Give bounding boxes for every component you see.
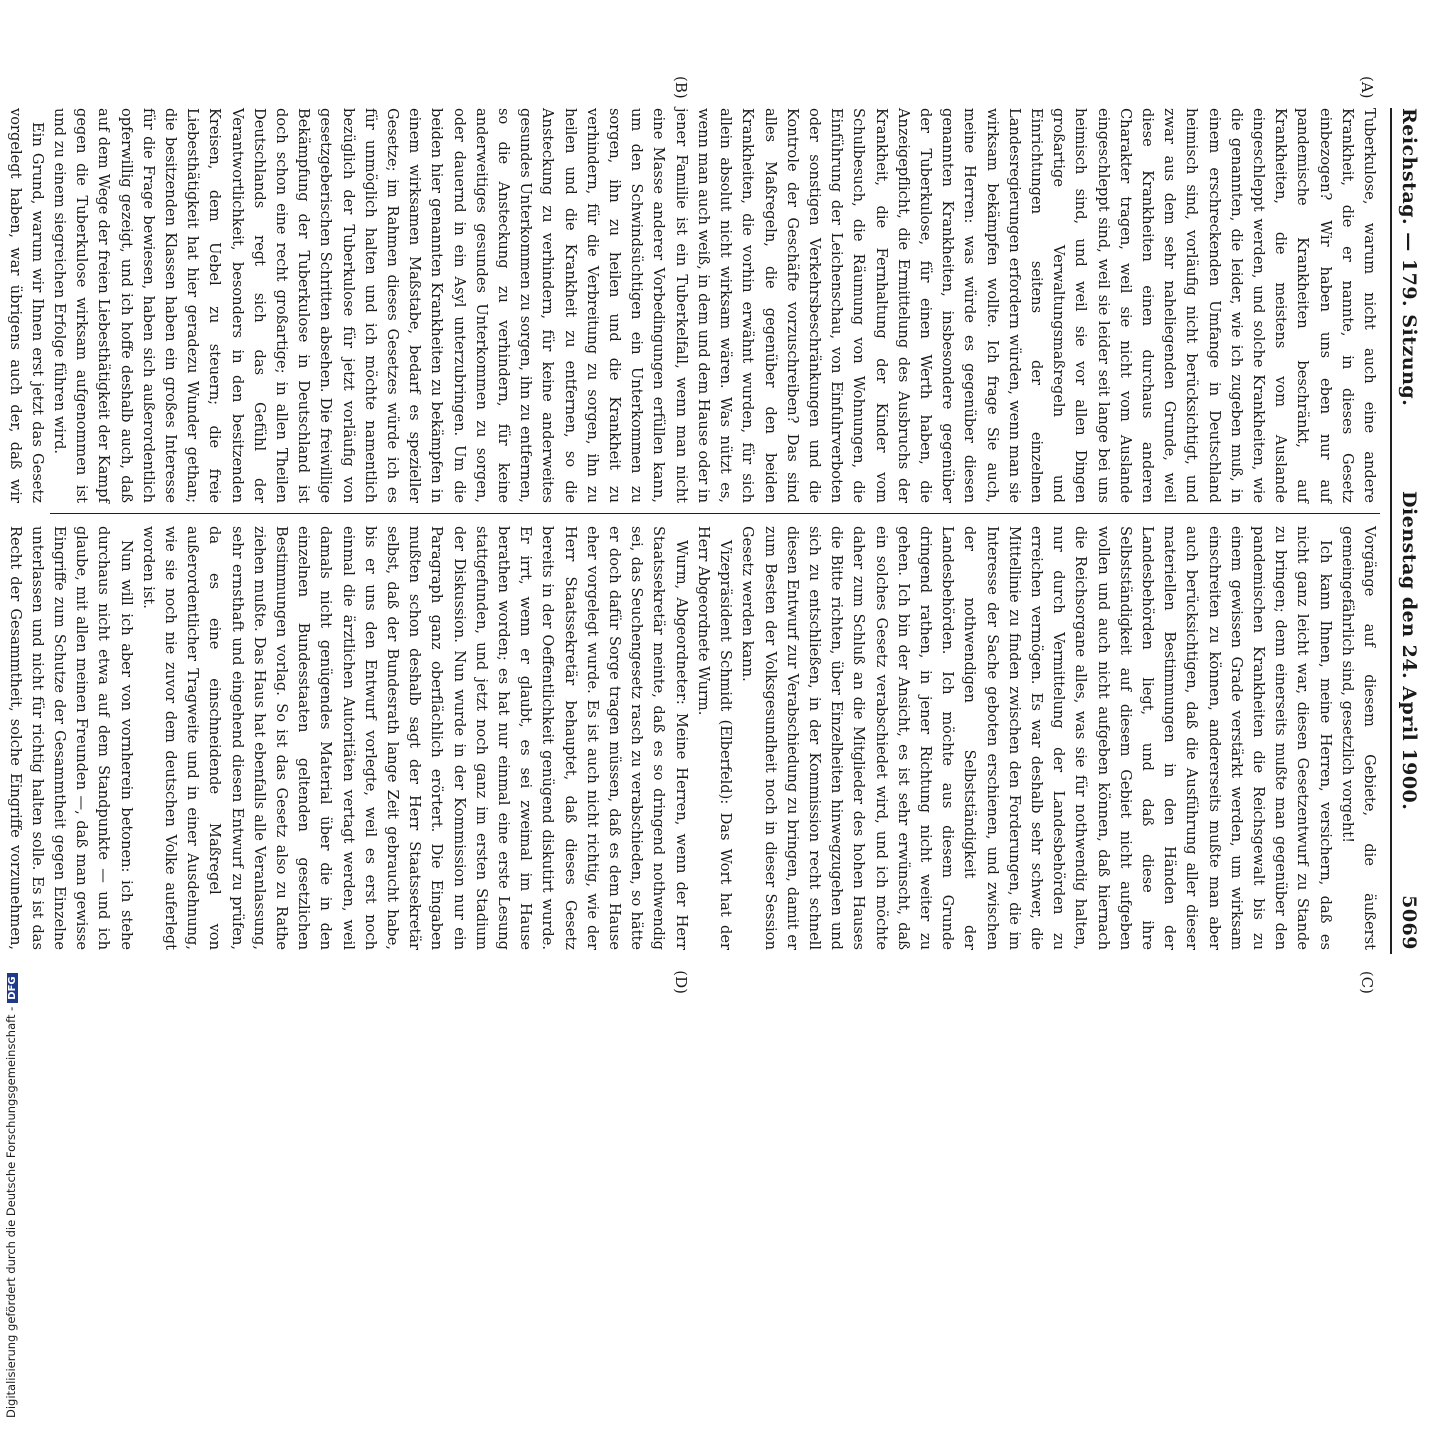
- header-rule: [1390, 108, 1392, 954]
- paragraph: Vorgänge auf diesem Gebiete, die äußerst gemeingefährlich sind, gesetzlich vorgeht!: [1338, 526, 1378, 950]
- page-number: 5069: [1398, 895, 1420, 950]
- paragraph: Tuberkulose, warum nicht auch eine andere Krankheit, die er nannte, in dieses Gesetz einbezogen? Wir haben uns eben nur auf pandemische Krankheiten beschränkt, auf Krankheiten, die meistens vom Auslande eingeschleppt werden, und solche Krankheiten, wie die genannten, die leider, wie ich zugeben muß, in einem erschreckenden Umfange in Deutschland heimisch sind, vorläufig nicht berücksichtigt, und zwar aus dem sehr naheliegenden Grunde, weil diese Krankheiten einen durchaus anderen Charakter tragen, weil sie nicht vom Auslande eingeschleppt sind, weil sie leider seit lange bei uns heimisch sind, und weil sie vor allen Dingen großartige Verwaltungsmaßregeln und Einrichtungen seitens der einzelnen Landesregierungen erfordern würden, wenn man sie wirksam bekämpfen wollte. Ich frage Sie auch, meine Herren: was würde es gegenüber diesen genannten Krankheiten, insbesondere gegenüber der Tuberkulose, für einen Werth haben, die Anzeigepflicht, die Ermittelung des Ausbruchs der Krankheit, die Fernhaltung der Kinder vom Schulbesuch, die Räumung von Wohnungen, die Einführung der Leichenschau, von Einfuhrverboten oder sonstigen Verkehrsbeschränkungen und die Kontrole der Geschäfte vorzuschreiben? Das sind alles Maßregeln, die gegenüber den beiden Krankheiten, die vorhin erwähnt wurden, für sich allein absolut nicht wirksam wären. Was nützt es, wenn man auch weiß, in dem und dem Hause oder in jener Familie ist ein Tuberkelfall, wenn man nicht eine Masse anderer Vorbedingungen erfüllen kann, um den Schwindsüchtigen ein Unterkommen zu sorgen, ihn zu heilen und die Krankheit zu verhindern, für die Verbreitung zu sorgen, ihn zu heilen und die Krankheit zu entfernen, so die Ansteckung zu verhindern, für keine anderweites gesundes Unterkommen zu sorgen, ihn zu entfernen, so die Ansteckung zu verhindern, für keine anderweitiges gesundes Unterkommen zu sorgen, oder dauernd in ein Asyl unterzubringen. Um die beiden hier genannten Krankheiten zu bekämpfen in einem wirksamen Maßstabe, bedarf es spezieller Gesetze; im Rahmen dieses Gesetzes würde ich es für unmöglich halten und ich möchte namentlich bezüglich der Tuberkulose für jetzt vorläufig von gesetzgeberischen Schritten absehen. Die freiwillige Bekämpfung der Tuberkulose in Deutschland ist doch schon eine recht großartige; in allen Theilen Deutschlands regt sich das Gefühl der Verantwortlichkeit, besonders in den besitzenden Kreisen, dem Uebel zu steuern; die freie Liebesthätigkeit hat hier geradezu Wunder gethan; die besitzenden Klassen haben ein großes Interesse für die Frage bewiesen, haben sich außerordentlich opferwillig gezeigt, und ich hoffe deshalb auch, daß auf dem Wege der freien Liebesthätigkeit der Kampf gegen die Tuberkulose wirksam aufgenommen ist und zu einem siegreichen Erfolge führen wird.: [51, 108, 1378, 503]
- left-column: [6, 72, 1380, 513]
- speaker-paragraph: Wurm, Abgeordneter: Meine Herren, wenn der Herr Staatssekretär meinte, daß es so dringend nothwendig sei, das Seuchengesetz rasch zu verabschieden, so hätte er doch dafür Sorge tragen müssen, daß es dem Hause eher vorgelegt wurde. Es ist auch nicht richtig, wie der Herr Staatssekretär behauptet, daß dieses Gesetz bereits in der Oeffentlichkeit genügend diskutirt wurde. Er irrt, wenn er glaubt, es sei zweimal im Hause berathen worden; es hat nur einmal eine erste Lesung stattgefunden, und jetzt noch ganz im ersten Stadium der Diskussion. Nun wurde in der Kommission nur ein Paragraph ganz oberflächlich erörtert. Die Eingaben mußten schon deshalb sagt der Herr Staatssekretär selbst, daß der Bundesrath lange Zeit gebraucht habe, bis er uns den Entwurf vorlegte, weil es erst noch einmal die ärztlichen Autoritäten vertagt werden, weil damals nicht genügendes Material über die in den einzelnen Bundesstaaten geltenden gesetzlichen Bestimmungen vorlag. So ist das Gesetz also zu Rathe ziehen mußte. Das Haus hat ebenfalls alle Veranlassung, sehr ernsthaft und eingehend diesen Entwurf zu prüfen, da es eine einschneidende Maßregel von außerordentlicher Tragweite und in einer Ausdehnung, wie sie noch nie zuvor dem deutschen Volke auferlegt worden ist.: [139, 526, 690, 950]
- paragraph: Ich kann Ihnen, meine Herren, versichern, daß es nicht ganz leicht war, diesen Gesetzentwurf zu Stande zu bringen; denn einerseits mußte man gegenüber den pandemischen Krankheiten die Reichsgewalt bis zu einem gewissen Grade verstärkt werden, um wirksam einschreiten zu können, andererseits mußte man aber auch berücksichtigen, daß die Ausführung aller dieser materiellen Bestimmungen in den Händen der Landesbehörden liegt, und daß diese ihre Selbstständigkeit auf diesem Gebiet nicht aufgeben wollen und auch nicht aufgeben können, daß hiernach die Reichsorgane alles, was sie für nothwendig halten, nur durch Vermittelung der Landesbehörden zu erreichen vermögen. Es war deshalb sehr schwer, die Mittellinie zu finden zwischen den Forderungen, die im Interesse der Sache geboten erschienen, und zwischen der nothwendigen Selbstständigkeit der Landesbehörden. Ich möchte aus diesem Grunde dringend rathen, in jener Richtung nicht weiter zu gehen. Ich bin der Ansicht, es ist sehr erwünscht, daß ein solches Gesetz verabschiedet wird, und ich möchte daher zum Schluß an die Mitglieder des hohen Hauses die Bitte richten, über Einzelheiten hinwegzugehen und sich zu entschließen, in der Kommission recht schnell diesen Entwurf zur Verabschiedung zu bringen, damit er zum Besten der Volksgesundheit noch in dieser Session Gesetz werden kann.: [739, 526, 1334, 950]
- margin-mark-b: (B): [672, 76, 690, 99]
- right-column: [6, 513, 1380, 954]
- speaker-paragraph: Vizepräsident Schmidt (Elberfeld): Das Wort hat der Herr Abgeordnete Wurm.: [694, 526, 735, 950]
- dfg-logo: DFG: [7, 973, 18, 1002]
- margin-mark-a: (A): [1358, 76, 1376, 99]
- header-date: Dienstag den 24. April 1900.: [1398, 491, 1420, 811]
- paragraph: Nun will ich aber von vornherein betonen: ich stehe durchaus nicht etwa auf dem Standpunkte — und ich glaube, mit allen meinen Freunden —, daß man gewisse Eingriffe zum Schutze der Gesammtheit gegen Einzelne unterlassen und nicht für richtig halten solle. Es ist das Recht der Gesammtheit, solche Eingriffe vorzunehmen,: [6, 526, 135, 950]
- page-header: [1394, 72, 1424, 954]
- footer-credit-text: Digitalisierung gefördert durch die Deutsche Forschungsgemeinschaft -: [4, 1006, 18, 1418]
- margin-mark-d: (D): [672, 970, 690, 994]
- margin-mark-c: (C): [1358, 970, 1376, 994]
- header-session: Reichstag. — 179. Sitzung.: [1398, 108, 1420, 407]
- paragraph: Ein Grund, warum wir Ihnen erst jetzt das Gesetz vorgelegt haben, war übrigens auch der, daß wir: [6, 108, 46, 503]
